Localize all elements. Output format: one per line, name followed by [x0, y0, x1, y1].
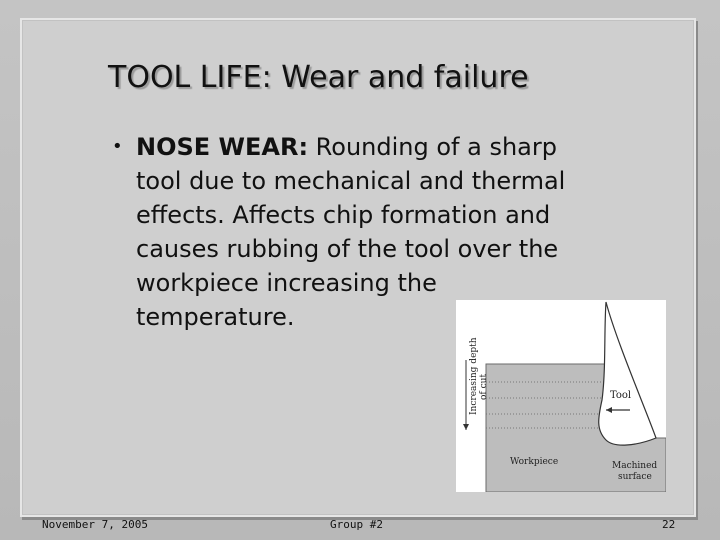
footer-date: November 7, 2005 [42, 518, 148, 531]
footer-group: Group #2 [330, 518, 383, 531]
label-workpiece: Workpiece [510, 457, 559, 467]
slide-title: TOOL LIFE: Wear and failure [108, 60, 529, 95]
bullet-line-4: causes rubbing of the tool over the [136, 235, 559, 263]
label-machined: Machined [612, 461, 658, 471]
bullet-marker: • [112, 136, 123, 157]
nose-wear-diagram [456, 300, 666, 492]
label-increasing-depth: Increasing depth [469, 337, 479, 415]
bullet-line-2: tool due to mechanical and thermal [136, 167, 566, 195]
bullet-line-1 [136, 130, 636, 164]
bullet-line-6: temperature. [136, 303, 295, 331]
bullet-line-3: effects. Affects chip formation and [136, 201, 551, 229]
bullet-line-1-text: Rounding of a sharp [308, 133, 557, 161]
label-surface: surface [618, 472, 652, 482]
tool-shape [599, 302, 656, 445]
label-tool: Tool [610, 390, 632, 401]
bullet-lead: NOSE WEAR: [136, 133, 309, 161]
label-of-cut: of cut [479, 373, 489, 400]
nose-wear-figure [456, 300, 666, 492]
footer-page-number: 22 [662, 518, 676, 531]
bullet-line-5: workpiece increasing the [136, 269, 437, 297]
depth-arrow-head [463, 424, 469, 430]
